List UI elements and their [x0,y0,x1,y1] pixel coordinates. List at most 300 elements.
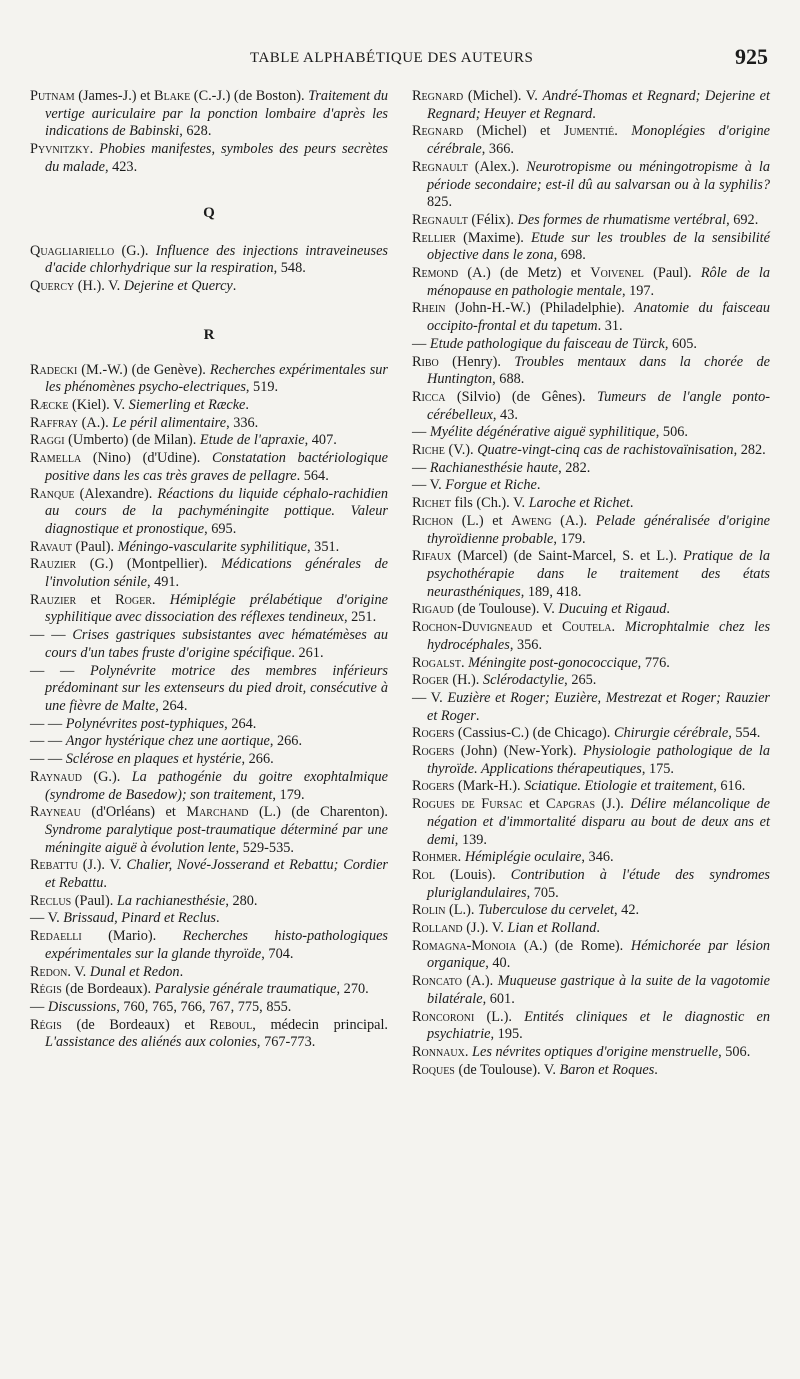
author-name: Roncoroni [412,1008,475,1025]
entry-text: (Umberto) (de Milan). [64,432,200,449]
page-reference: , 139. [454,831,487,848]
author-name: Rhein [412,300,446,317]
entry-text: (Mark-H.). [454,778,525,795]
index-entry [30,556,388,591]
work-title: Lian et Rolland [507,920,597,937]
coauthor-name: Jumentié [563,123,615,140]
entry-text: (Mario). [81,928,183,945]
page-header [0,44,800,78]
work-title: Réactions du liquide céphalo-rachidien au cours de la pachyméningite pottique. Valeur diagnostique et pronostique [45,485,388,537]
author-name: Pyvnitzky [30,141,90,158]
work-title: Influence des injections intraveineuses d'acide chlorhydrique sur la respiration [45,242,388,277]
entry-text: (James-J.) et [74,88,155,104]
page-reference: . 564. [296,467,329,484]
author-name: Ræcke [30,397,69,414]
work-title: Monoplégies d'origine cérébrale [427,123,770,158]
index-entry [30,716,388,734]
page-reference: , 529-535. [235,839,294,856]
author-name: Rauzier [30,556,77,573]
entry-text: (J.). V. [77,857,127,874]
entry-text: (Nino) (d'Udine). [81,450,212,467]
entry-text: — — [30,627,73,644]
author-name: Putnam [30,88,75,104]
work-title: Des formes de rhumatisme vertébral [517,211,727,228]
author-name: Rolland [412,920,463,937]
work-title: Recherches expérimentales sur les phénomènes psycho-electriques [45,361,388,396]
section-letter-q: Q [203,204,215,221]
page-reference: , 688. [492,371,525,388]
index-entry [30,627,388,662]
work-title: Dunal et Redon [89,963,180,980]
author-name: Raffray [30,414,79,431]
index-entry [30,450,388,485]
page-reference: , 265. [564,672,597,689]
author-name: Quercy [30,277,75,294]
author-name: Rohmer [412,849,458,866]
page-reference: , 776. [637,654,670,671]
page-reference: , 519. [245,379,279,396]
index-entry [412,902,770,920]
index-entry [30,928,388,963]
index-entry [412,442,770,460]
entry-text-2: (A.). [551,512,596,529]
entry-text: (Alexandre). [74,485,158,502]
entry-text: (Louis). [434,866,511,883]
index-entry [412,867,770,902]
work-title: Troubles mentaux dans la chorée de Huntington [427,353,770,388]
page-reference: , 366. [481,141,514,158]
work-title: Forgue et Riche [445,477,537,494]
work-title: Sclérodactylie [482,672,565,689]
index-entry [412,1044,770,1062]
entry-text: . [464,1043,473,1060]
entry-text: (H.). V. [74,277,124,294]
page-reference: , 423. [104,158,138,175]
work-title: Microphtalmie chez les hydrocéphales [427,619,771,653]
page-reference: , 189, 418. [520,583,582,600]
entry-text: — — [30,751,66,768]
index-entry [30,999,388,1017]
work-title: Dejerine et Quercy [123,277,233,294]
coauthor-name: Roger [115,591,152,608]
entry-text: (Michel) et [463,123,564,140]
entry-text: — V. [412,477,446,494]
index-entry [412,159,770,212]
index-entry [30,751,388,769]
author-name: Richon [412,512,454,529]
entry-text: (Henry). [438,353,515,370]
work-title: Contribution à l'étude des syndromes pluriglandulaires [427,866,770,901]
index-entry [30,539,388,557]
entry-text: (Maxime). [455,229,531,246]
entry-text-2: . [611,619,625,636]
author-name: Ribo [412,353,439,370]
work-title: Méningite post-gonococcique [468,654,638,671]
coauthor-name: Reboul [209,1016,253,1033]
index-entry [30,964,388,982]
work-title: Délire mélancolique de négation et d'immortalité disparu au bout de deux ans et demi [427,796,771,848]
index-entry [412,88,770,123]
index-entry [30,893,388,911]
page-reference: . [596,920,600,937]
author-name: Regnault [412,158,468,175]
index-entry [412,548,770,601]
work-title: André-Thomas et Regnard; Dejerine et Regnard; Heuyer et Regnard [427,88,770,122]
index-entry [30,397,388,415]
entry-text: (L.). [445,902,478,919]
page-reference: , 628. [179,123,212,140]
page-reference: , 280. [225,892,258,909]
author-name: Rol [412,866,435,883]
entry-text-2: , médecin principal. [252,1016,388,1033]
author-name: Rochon-Duvigneaud [412,619,533,636]
work-title: Etude pathologique du faisceau de Türck [429,335,665,352]
entries-right [412,88,770,1079]
page-reference: , 491. [146,574,180,591]
entry-text: (G.) (Montpellier). [76,556,222,573]
coauthor-name: Voivenel [590,265,644,282]
entry-text: (A.). [461,973,498,990]
author-name: Rigaud [412,601,454,618]
page-reference: , 616. [713,778,746,795]
entry-text: (L.) et [453,512,512,529]
page-reference: , 548. [273,260,306,277]
entry-text: — — [30,733,66,750]
entry-text: fils (Ch.). V. [450,495,529,512]
entry-text: (L.). [474,1008,525,1025]
entries-r [30,362,388,1052]
page-reference: , 42. [614,902,640,919]
entry-text: (A.) (de Rome). [516,937,631,954]
page-reference: , 760, 765, 766, 767, 775, 855. [116,998,292,1015]
index-entry [30,592,388,627]
index-entry [30,769,388,804]
page-reference: , 266. [241,751,274,768]
work-title: Traitement du vertige auriculaire par la ponction lombaire d'après les indications de Babinski [45,88,388,140]
work-title: Hémiplégie prélabétique d'origine syphilitique avec dissociation des réflexes tendineux [45,591,388,626]
author-name: Régis [30,981,62,998]
author-name: Regnard [412,88,464,104]
index-entry [30,857,388,892]
page-reference: , 251. [343,609,377,626]
work-title: Brissaud, Pinard et Reclus [63,910,216,927]
entry-text: (Silvio) (de Gênes). [445,388,597,405]
entry-text: et [76,591,116,608]
index-entry [412,619,770,654]
entry-text: (de Toulouse). V. [454,1061,560,1078]
page-reference: . [654,1061,658,1078]
author-name: Roncato [412,973,462,990]
work-title: La rachianesthésie [116,892,226,909]
entry-text-2: (L.) (de Charenton). [248,804,388,821]
entry-text: (Kiel). V. [68,397,129,414]
entry-text: (Michel). V. [463,88,543,104]
author-name: Rebattu [30,857,78,874]
author-name: Rellier [412,229,456,246]
index-entry [412,743,770,778]
page-reference: , 605. [664,335,697,352]
entry-text: (G.). [114,242,156,259]
page-reference: , 704. [261,945,294,962]
index-entry [412,336,770,354]
entry-text: (Alex.). [467,158,527,175]
index-entry [412,230,770,265]
entry-text: (Marcel) (de Saint-Marcel, S. et L.). [451,548,684,565]
page-reference: , 698. [553,247,586,264]
index-entry [412,389,770,424]
page-reference: , 336. [226,414,259,431]
page-reference: , 179. [553,530,586,547]
work-title: Myélite dégénérative aiguë syphilitique [429,424,656,441]
author-name: Regnault [412,211,468,228]
entry-text-2: (J.). [595,796,631,813]
author-name: Rogalst [412,654,461,671]
entry-text: (John-H.-W.) (Philadelphie). [445,300,635,317]
page-reference: , 40. [485,955,511,972]
author-name: Régis [30,1016,62,1033]
index-entry [412,1009,770,1044]
author-name: Ronnaux [412,1043,465,1060]
author-name: Rogues de Fursac [412,796,523,813]
index-entry [412,938,770,973]
index-entry [30,1017,388,1052]
index-entry [30,88,388,141]
entry-text: . [457,849,465,866]
entry-text: (Paul). [71,892,117,909]
work-title: Angor hystérique chez une aortique [65,733,270,750]
index-entry [30,804,388,857]
work-title: Laroche et Richet [528,495,630,512]
work-title: Paralysie générale traumatique [154,981,337,998]
author-name: Raynaud [30,768,82,785]
index-entry [412,123,770,158]
work-title: Anatomie du faisceau occipito-frontal et du tapetum [427,300,770,335]
author-name: Quagliariello [30,242,115,259]
section-letter-r: R [203,326,215,343]
work-title: Etude de l'apraxie [199,432,305,449]
work-title: Polynévrite motrice des membres inférieurs prédominant sur les extenseurs du pied droit, consécutive à une fièvre de Malte [45,662,388,714]
page-reference: , 179. [272,786,305,803]
page-reference: , 266. [269,733,303,750]
entry-text: (A.). [78,414,113,431]
work-title: Médications générales de l'involution sénile [45,556,388,591]
index-entry [30,415,388,433]
index-entry [412,513,770,548]
work-title: Les névrites optiques d'origine menstruelle [472,1043,719,1060]
page-reference: . [536,477,541,494]
entry-text: — [412,459,430,476]
index-entry [412,690,770,725]
index-entry [412,778,770,796]
page-reference: , 356. [509,636,543,653]
entry-text: et [522,796,547,813]
work-title: Chirurgie cérébrale [613,725,729,742]
running-title: TABLE ALPHABÉTIQUE DES AUTEURS [250,50,534,66]
author-name: Remond [412,265,459,282]
work-title: Ducuing et Rigaud [558,601,667,618]
index-entry [412,354,770,389]
author-name: Rolin [412,902,446,919]
work-title: Physiologie pathologique de la thyroïde. Applications thérapeutiques [427,743,770,777]
page-reference: , 351. [307,538,340,555]
index-entry [30,243,388,278]
index-entry [30,733,388,751]
page-reference: , 195. [490,1026,523,1043]
coauthor-name: Blake [154,88,191,104]
work-title: Recherches histo-pathologiques expérimentales sur la glande thyroïde [45,928,388,962]
page-reference: . [245,397,249,414]
work-title: Quatre-vingt-cinq cas de rachistovaïnisation [477,442,734,459]
page-reference: . [666,601,670,618]
work-title: Etude sur les troubles de la sensibilité objective dans le zona [427,229,770,264]
index-entry [412,725,770,743]
work-title: Pratique de la psychothérapie dans le traitement des états neurasthéniques [427,548,771,600]
entry-text: (de Bordeaux). [61,981,155,998]
coauthor-name: Marchand [186,804,249,821]
index-entry [30,910,388,928]
entry-text: (V.). [444,442,478,459]
page-reference: , 197. [621,282,655,299]
work-title: Rôle de la ménopause en pathologie mentale [427,265,770,299]
entries-p [30,88,388,177]
index-entry [412,460,770,478]
page-reference: , 695. [204,520,237,537]
entry-text: . [460,654,469,671]
work-title: Chalier, Nové-Josserand et Rebattu; Cordier et Rebattu [45,857,388,892]
page-reference: , 601. [482,990,515,1007]
author-name: Radecki [30,361,78,378]
author-name: Romagna-Monoia [412,937,517,954]
page-reference: , 43. [492,406,518,423]
right-column [412,88,770,1079]
entry-text: — [412,424,430,441]
entry-text: (Cassius-C.) (de Chicago). [454,725,614,742]
entry-text: (d'Orléans) et [80,804,187,821]
author-name: Rogers [412,778,455,795]
work-title: Siemerling et Ræcke [128,397,246,414]
index-entry [412,655,770,673]
page-reference: . [216,910,220,927]
author-name: Rogers [412,743,455,760]
page-reference: . 31. [597,318,623,335]
work-title: Neurotropisme ou méningotropisme à la période secondaire; est-il dû au salvarsan ou à la syphilis? [427,158,770,193]
author-name: Ricca [412,388,446,405]
entry-text: . [89,141,100,158]
author-name: Rifaux [412,548,452,565]
index-entry [412,849,770,867]
index-entry [412,920,770,938]
work-title: Sciatique. Etiologie et traitement [524,778,714,795]
page-reference: , 506. [655,424,688,441]
author-name: Redon [30,963,68,980]
work-title: Pelade généralisée d'origine thyroïdienne probable [427,512,770,547]
page-reference: , 346. [581,849,614,866]
index-entry [30,981,388,999]
work-title: Méningo-vascularite syphilitique [117,538,308,555]
page-reference: , 692. [726,211,759,228]
author-name: Richet [412,495,451,512]
work-title: Tuberculose du cervelet [477,902,615,919]
entry-text: — — [30,662,90,679]
author-name: Reclus [30,892,72,909]
page-reference: . [103,875,107,892]
page-reference: . 261. [291,644,324,661]
page-reference: , 767-773. [256,1034,316,1051]
entry-text: — [30,998,48,1015]
page-reference: . [179,963,184,980]
work-title: Polynévrites post-typhiques [65,715,225,732]
author-name: Roger [412,672,449,689]
work-title: Hémiplégie oculaire [464,849,582,866]
index-entry [30,663,388,716]
entry-text-2: (C.-J.) (de Boston). [190,88,309,104]
page-reference: , 506. [718,1043,751,1060]
index-entry [412,973,770,1008]
page-reference: , 705. [526,884,559,901]
entry-text: (de Bordeaux) et [61,1016,210,1033]
index-entry [30,486,388,539]
entry-text: (Paul). [71,538,118,555]
page-reference: . [475,707,480,724]
author-name: Ramella [30,450,82,467]
author-name: Riche [412,442,445,459]
page-reference: , 270. [336,981,369,998]
work-title: Sclérose en plaques et hystérie [65,751,242,768]
work-title: Crises gastriques subsistantes avec hématémèses au cours d'un tabes fruste d'origine spécifique [45,627,388,661]
page-reference: 825. [427,194,453,211]
page-reference: , 175. [641,760,674,777]
entry-text-2: . [151,591,170,608]
author-name: Regnard [412,123,464,140]
entry-text: . V. [67,963,90,980]
page-reference: , 264. [155,697,188,714]
index-entry [30,141,388,176]
entry-text: — — [30,715,66,732]
entry-text: — V. [412,689,448,706]
work-title: Tumeurs de l'angle ponto-cérébelleux [427,388,771,423]
index-entry [412,424,770,442]
index-entry [30,362,388,397]
work-title: L'assistance des aliénés aux colonies [45,1034,257,1051]
author-name: Ravaut [30,538,72,555]
author-name: Ranque [30,485,75,502]
author-name: Rogers [412,725,455,742]
page-reference: , 282. [733,442,766,459]
author-name: Roques [412,1061,455,1078]
page-reference: , 282. [558,459,591,476]
work-title: Discussions [47,998,117,1015]
page-reference: , 264. [224,715,257,732]
index-entry [412,672,770,690]
work-title: Muqueuse gastrique à la suite de la vagotomie bilatérale [427,973,770,1007]
page-reference: . [232,277,237,294]
entry-text: (de Toulouse). V. [453,601,559,618]
entry-text: (Félix). [467,211,518,228]
work-title: Syndrome paralytique post-traumatique déterminé par une méningite aiguë à évolution lente [45,821,388,856]
coauthor-name: Aweng [511,512,552,529]
work-title: La pathogénie du goitre exophtalmique (syndrome de Basedow); son traitement [45,768,388,803]
author-name: Rauzier [30,591,77,608]
author-name: Rayneau [30,804,81,821]
author-name: Raggi [30,432,65,449]
work-title: Entités cliniques et le diagnostic en psychiatrie [427,1008,770,1043]
index-entry [412,495,770,513]
entries-q [30,243,388,296]
entry-text-2: . [614,123,632,140]
entry-text: (H.). [448,672,483,689]
page-reference: . [592,105,596,122]
entry-text: — V. [30,910,64,927]
